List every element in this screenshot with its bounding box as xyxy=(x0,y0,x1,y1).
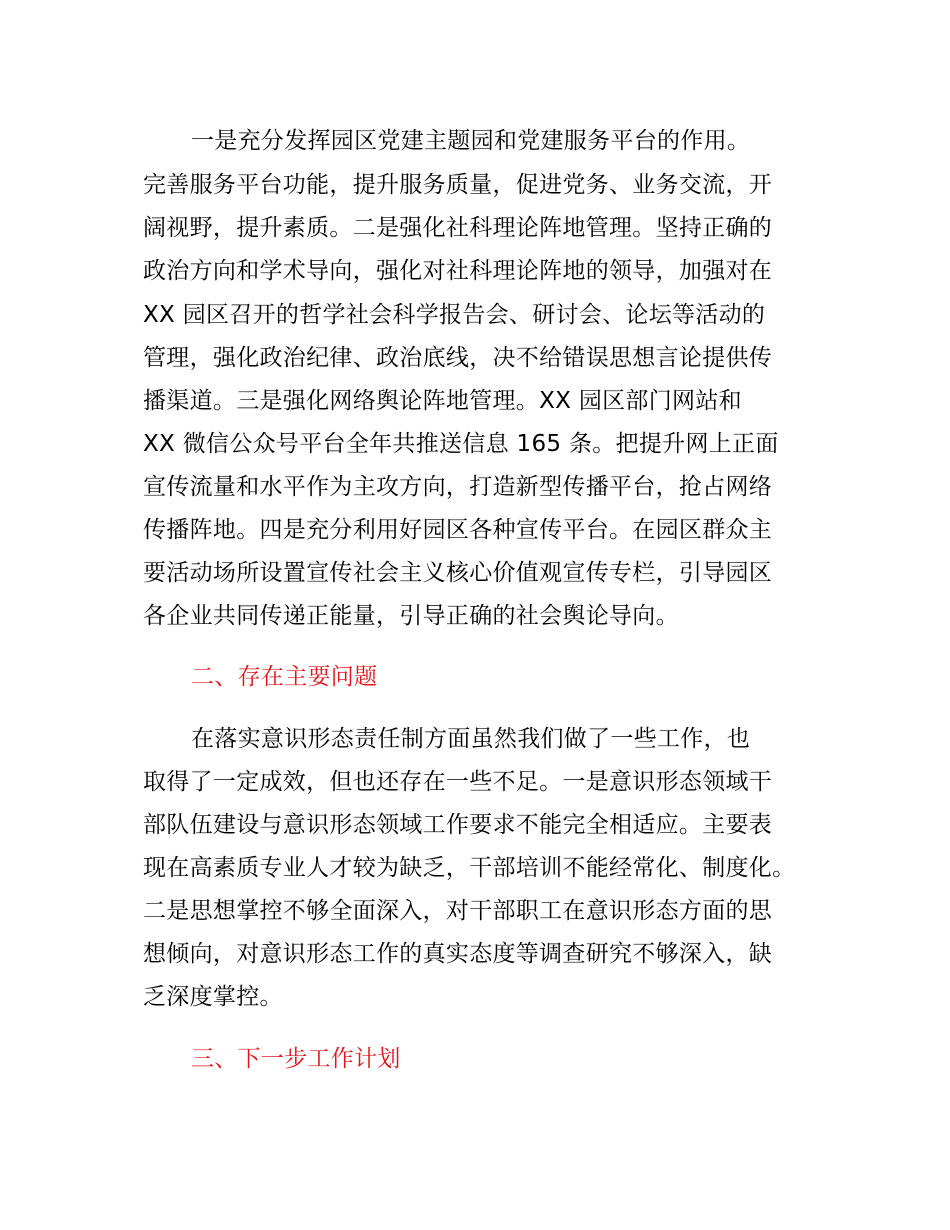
paragraph-line: 取得了一定成效，但也还存在一些不足。一是意识形态领域干 xyxy=(143,769,773,795)
paragraph-line: 完善服务平台功能，提升服务质量，促进党务、业务交流，开 xyxy=(143,172,773,198)
paragraph-line: 宣传流量和水平作为主攻方向，打造新型传播平台，抢占网络 xyxy=(143,474,773,500)
paragraph-line: 乏深度掌控。 xyxy=(143,984,283,1010)
paragraph-line: 政治方向和学术导向，强化对社科理论阵地的领导，加强对在 xyxy=(143,258,773,284)
paragraph-line: 现在高素质专业人才较为缺乏，干部培训不能经常化、制度化。 xyxy=(143,855,796,881)
paragraph-line: XX 园区召开的哲学社会科学报告会、研讨会、论坛等活动的 xyxy=(143,302,766,328)
paragraph-line: 各企业共同传递正能量，引导正确的社会舆论导向。 xyxy=(143,603,679,629)
paragraph-line: XX 微信公众号平台全年共推送信息 165 条。把提升网上正面 xyxy=(143,431,779,457)
paragraph-line: 传播阵地。四是充分利用好园区各种宣传平台。在园区群众主 xyxy=(143,517,773,543)
paragraph-line: 一是充分发挥园区党建主题园和党建服务平台的作用。 xyxy=(191,128,751,154)
paragraph-line: 二是思想掌控不够全面深入，对干部职工在意识形态方面的思 xyxy=(143,898,773,924)
paragraph-line: 在落实意识形态责任制方面虽然我们做了一些工作，也 xyxy=(191,726,751,752)
section-heading-3: 三、下一步工作计划 xyxy=(191,1046,401,1072)
section-heading-2: 二、存在主要问题 xyxy=(191,664,378,690)
paragraph-line: 播渠道。三是强化网络舆论阵地管理。XX 园区部门网站和 xyxy=(143,388,742,414)
paragraph-line: 管理，强化政治纪律、政治底线，决不给错误思想言论提供传 xyxy=(143,345,773,371)
paragraph-line: 阔视野，提升素质。二是强化社科理论阵地管理。坚持正确的 xyxy=(143,215,773,241)
paragraph-line: 部队伍建设与意识形态领域工作要求不能完全相适应。主要表 xyxy=(143,812,773,838)
paragraph-line: 要活动场所设置宣传社会主义核心价值观宣传专栏，引导园区 xyxy=(143,560,773,586)
paragraph-line: 想倾向，对意识形态工作的真实态度等调查研究不够深入，缺 xyxy=(143,941,773,967)
